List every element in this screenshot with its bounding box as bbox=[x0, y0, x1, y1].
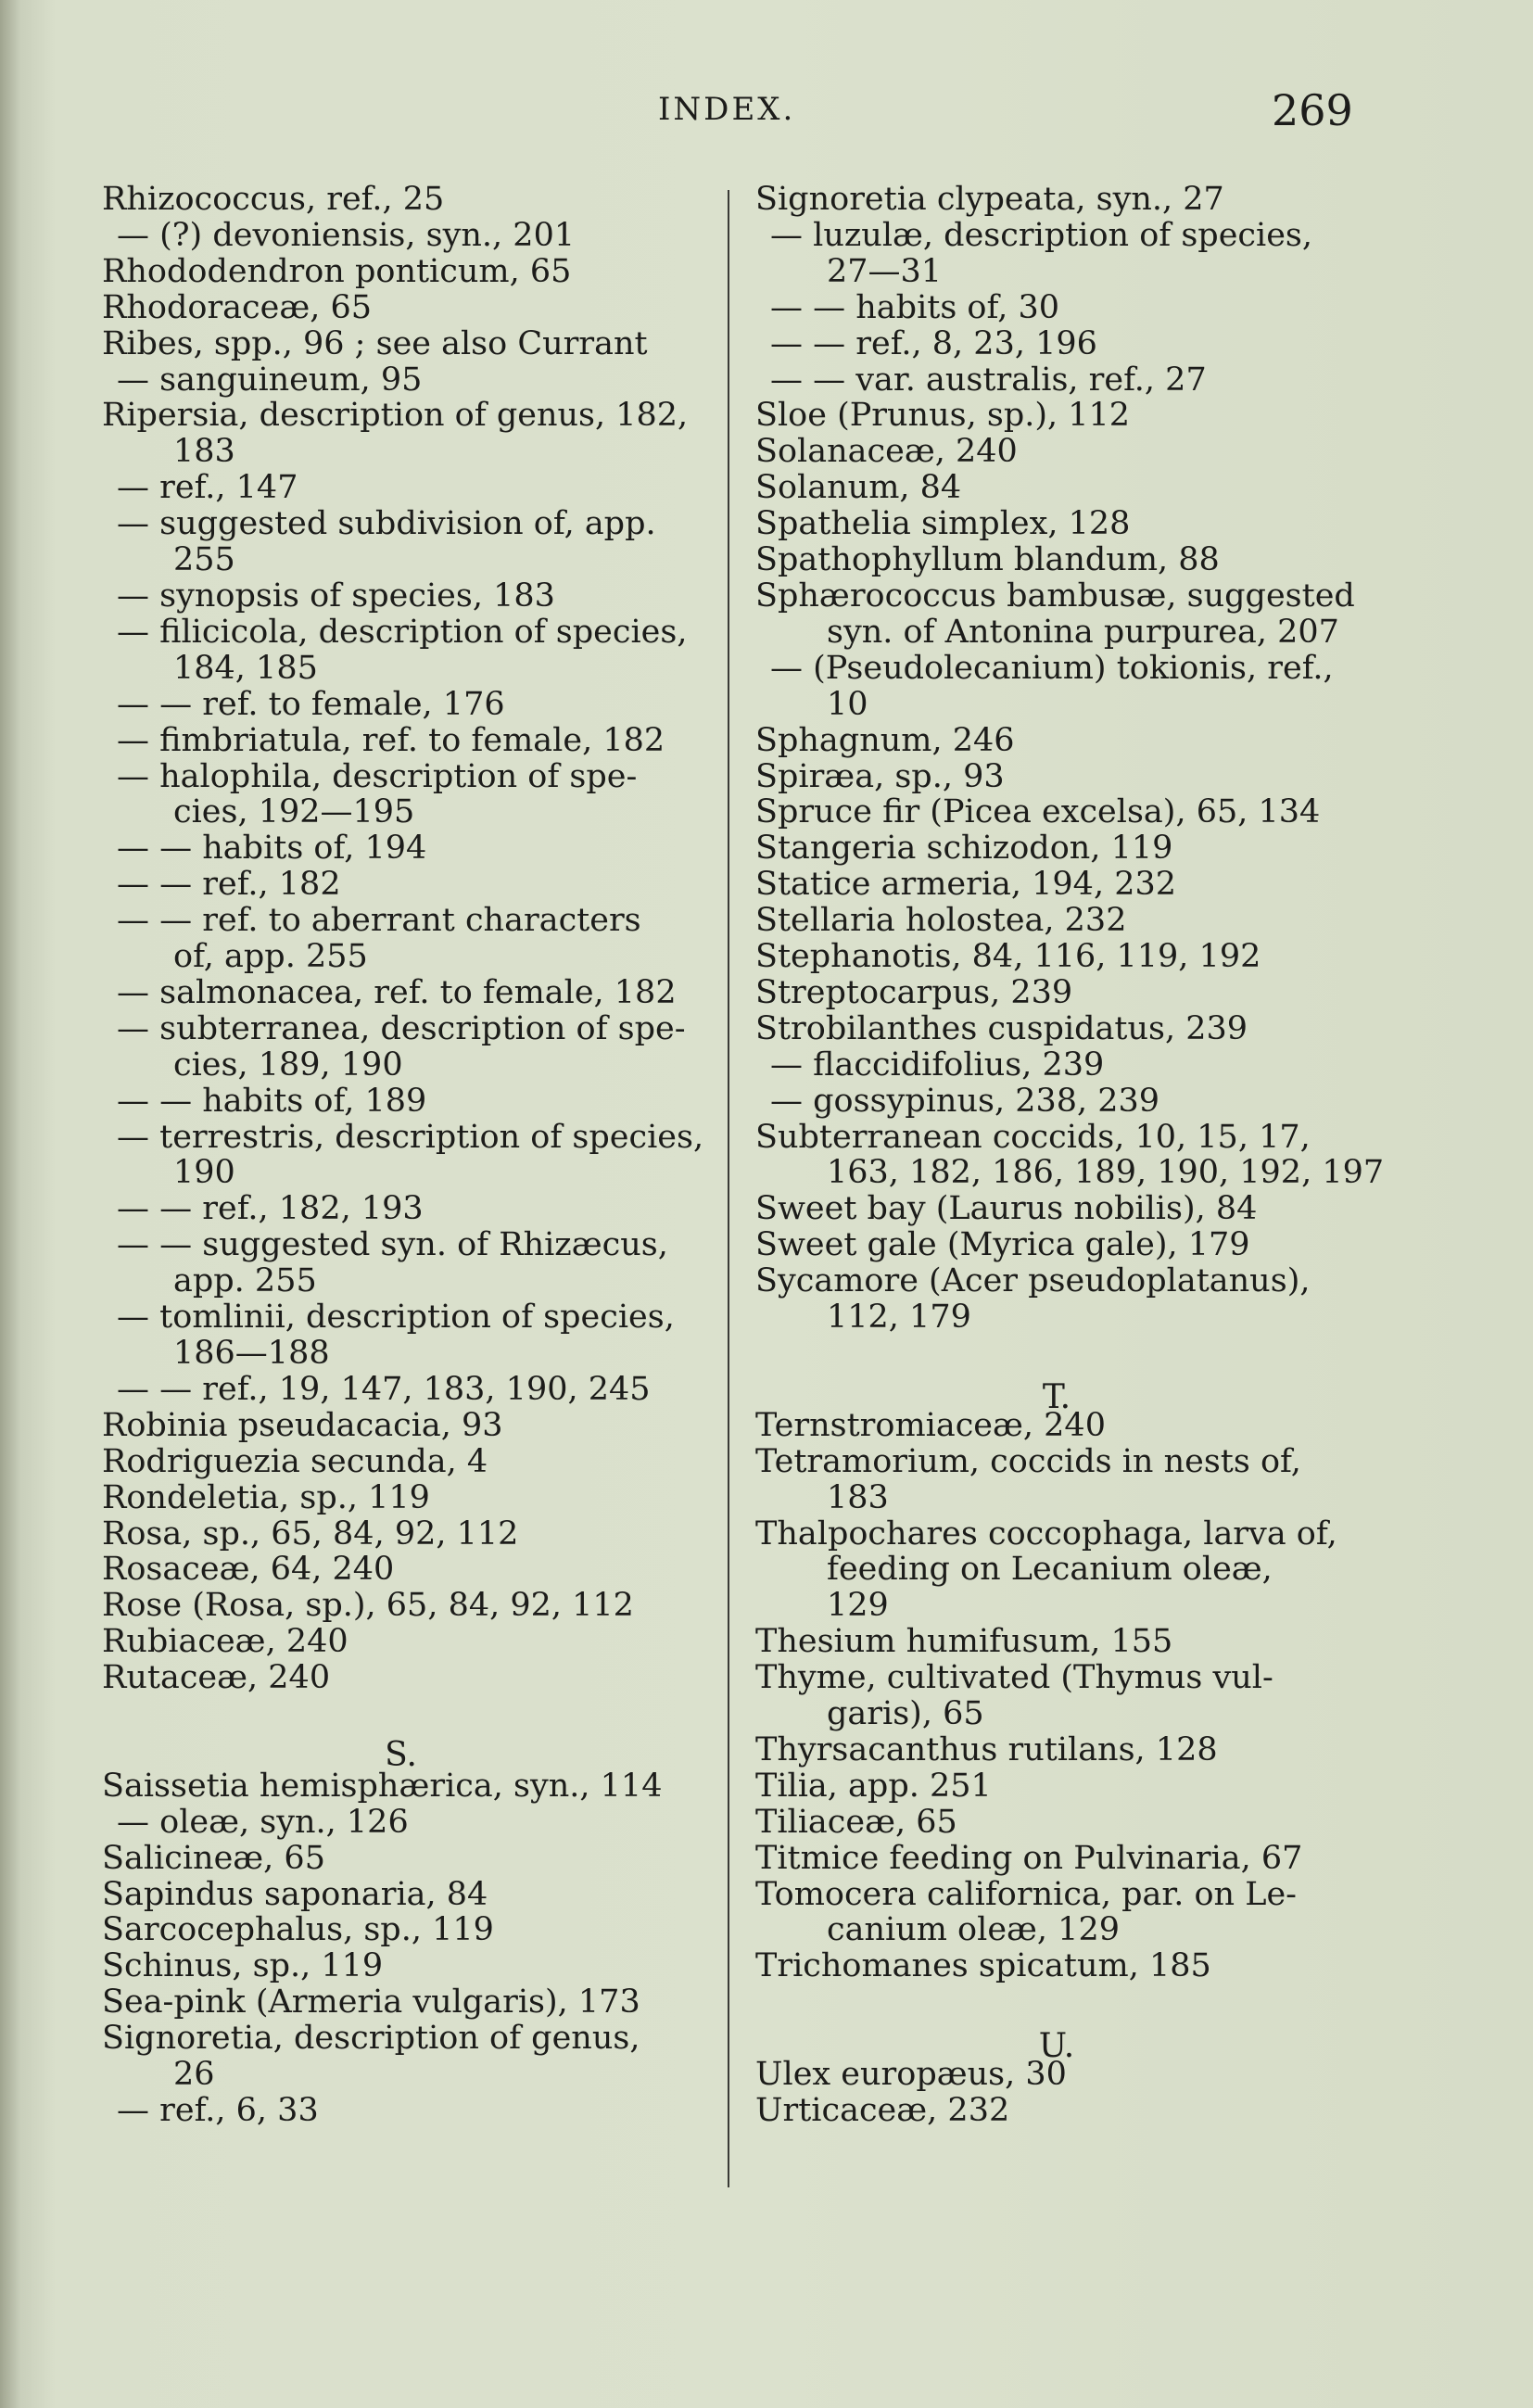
index-subentry: — tomlinii, description of species, bbox=[117, 1299, 675, 1337]
index-entry: Urticaceæ, 232 bbox=[755, 2092, 1010, 2129]
index-subentry: — — ref., 182 bbox=[117, 866, 341, 904]
page-number: 269 bbox=[1272, 85, 1353, 135]
index-entry: Stangeria schizodon, 119 bbox=[755, 830, 1173, 868]
index-entry-continuation: 183 bbox=[827, 1478, 889, 1516]
index-subentry: — — habits of, 194 bbox=[117, 830, 427, 868]
index-subentry: — — var. australis, ref., 27 bbox=[770, 361, 1207, 399]
index-subentry: — ref., 6, 33 bbox=[117, 2092, 319, 2130]
index-subentry: — — ref., 182, 193 bbox=[117, 1190, 424, 1228]
section-letter: U. bbox=[1038, 2027, 1075, 2066]
index-entry: Subterranean coccids, 10, 15, 17, bbox=[755, 1118, 1311, 1156]
index-entry: Rosaceæ, 64, 240 bbox=[102, 1551, 395, 1589]
index-entry: Rhizococcus, ref., 25 bbox=[102, 181, 445, 218]
index-entry: Sweet gale (Myrica gale), 179 bbox=[755, 1226, 1250, 1264]
index-entry-continuation: 129 bbox=[827, 1587, 889, 1625]
index-entry: Saissetia hemisphærica, syn., 114 bbox=[102, 1767, 663, 1805]
index-entry-continuation: 163, 182, 186, 189, 190, 192, 197 bbox=[827, 1154, 1385, 1192]
index-entry-continuation: syn. of Antonina purpurea, 207 bbox=[827, 613, 1339, 651]
index-entry-continuation: 186—188 bbox=[173, 1335, 330, 1372]
index-column-right bbox=[755, 181, 1385, 2129]
index-entry: Rutaceæ, 240 bbox=[102, 1659, 331, 1697]
index-subentry: — — ref. to female, 176 bbox=[117, 685, 505, 723]
index-entry: Tomocera californica, par. on Le- bbox=[755, 1875, 1297, 1913]
index-subentry: — oleæ, syn., 126 bbox=[117, 1803, 409, 1841]
index-subentry: — — suggested syn. of Rhizæcus, bbox=[117, 1226, 668, 1264]
index-entry: Rhododendron ponticum, 65 bbox=[102, 252, 572, 290]
index-subentry: — sanguineum, 95 bbox=[117, 361, 423, 399]
index-subentry: — fimbriatula, ref. to female, 182 bbox=[117, 721, 665, 759]
index-entry-continuation: cies, 189, 190 bbox=[173, 1046, 403, 1084]
index-entry-continuation: app. 255 bbox=[173, 1262, 317, 1300]
section-letter: T. bbox=[1042, 1378, 1071, 1416]
index-entry: Tetramorium, coccids in nests of, bbox=[755, 1442, 1301, 1480]
index-subentry: — suggested subdivision of, app. bbox=[117, 505, 656, 543]
index-entry: Stellaria holostea, 232 bbox=[755, 902, 1127, 940]
index-entry-continuation: 27—31 bbox=[827, 252, 943, 290]
index-subentry: — subterranea, description of spe- bbox=[117, 1009, 686, 1047]
index-subentry: — — ref., 8, 23, 196 bbox=[770, 324, 1097, 362]
index-entry: Salicineæ, 65 bbox=[102, 1839, 325, 1877]
index-subentry: — ref., 147 bbox=[117, 469, 298, 507]
index-entry: Ternstromiaceæ, 240 bbox=[755, 1406, 1106, 1444]
index-entry: Solanum, 84 bbox=[755, 469, 962, 507]
index-entry: Statice armeria, 194, 232 bbox=[755, 866, 1177, 904]
index-subentry: — synopsis of species, 183 bbox=[117, 577, 555, 615]
index-entry: Stephanotis, 84, 116, 119, 192 bbox=[755, 938, 1261, 976]
index-entry-continuation: 112, 179 bbox=[827, 1299, 971, 1337]
index-entry: Signoretia clypeata, syn., 27 bbox=[755, 181, 1224, 218]
index-subentry: — filicicola, description of species, bbox=[117, 613, 688, 651]
index-entry: Rondeletia, sp., 119 bbox=[102, 1478, 430, 1516]
index-entry: Rosa, sp., 65, 84, 92, 112 bbox=[102, 1515, 519, 1553]
index-subentry: — flaccidifolius, 239 bbox=[770, 1046, 1105, 1084]
index-entry: Sweet bay (Laurus nobilis), 84 bbox=[755, 1190, 1258, 1228]
index-entry: Rose (Rosa, sp.), 65, 84, 92, 112 bbox=[102, 1587, 634, 1625]
index-subentry: — — habits of, 189 bbox=[117, 1082, 427, 1120]
column-rule bbox=[728, 190, 729, 2187]
index-entry: Sea-pink (Armeria vulgaris), 173 bbox=[102, 1983, 640, 2021]
index-entry-continuation: 184, 185 bbox=[173, 649, 318, 687]
index-entry: Spathelia simplex, 128 bbox=[755, 505, 1131, 543]
index-entry-continuation: 190 bbox=[173, 1154, 235, 1192]
index-entry: Thyrsacanthus rutilans, 128 bbox=[755, 1730, 1218, 1768]
index-subentry: — luzulæ, description of species, bbox=[770, 216, 1313, 254]
index-subentry: — halophila, description of spe- bbox=[117, 757, 638, 795]
index-subentry: — — ref. to aberrant characters bbox=[117, 902, 641, 940]
index-entry: Signoretia, description of genus, bbox=[102, 2020, 640, 2058]
index-entry-continuation: 26 bbox=[173, 2056, 215, 2094]
index-entry: Sphagnum, 246 bbox=[755, 721, 1015, 759]
index-entry-continuation: cies, 192—195 bbox=[173, 793, 415, 831]
index-entry: Spathophyllum blandum, 88 bbox=[755, 541, 1220, 579]
running-head: INDEX. bbox=[658, 91, 796, 128]
index-entry-continuation: feeding on Lecanium oleæ, bbox=[827, 1551, 1273, 1589]
index-subentry: — salmonacea, ref. to female, 182 bbox=[117, 973, 677, 1011]
index-entry: Sycamore (Acer pseudoplatanus), bbox=[755, 1262, 1311, 1300]
index-subentry: — (Pseudolecanium) tokionis, ref., bbox=[770, 649, 1334, 687]
index-entry: Schinus, sp., 119 bbox=[102, 1947, 384, 1985]
index-subentry: — — ref., 19, 147, 183, 190, 245 bbox=[117, 1370, 651, 1408]
index-entry: Ripersia, description of genus, 182, bbox=[102, 397, 689, 435]
index-entry-continuation: canium oleæ, 129 bbox=[827, 1911, 1120, 1949]
index-entry-continuation: garis), 65 bbox=[827, 1695, 984, 1733]
index-entry: Sarcocephalus, sp., 119 bbox=[102, 1911, 494, 1949]
index-entry: Spiræa, sp., 93 bbox=[755, 757, 1005, 795]
index-column-left bbox=[102, 181, 704, 2130]
index-entry: Tiliaceæ, 65 bbox=[755, 1803, 957, 1841]
index-entry: Spruce fir (Picea excelsa), 65, 134 bbox=[755, 793, 1321, 831]
index-entry: Rodriguezia secunda, 4 bbox=[102, 1442, 488, 1480]
index-entry: Thesium humifusum, 155 bbox=[755, 1623, 1173, 1661]
index-entry: Thalpochares coccophaga, larva of, bbox=[755, 1515, 1337, 1553]
index-entry: Thyme, cultivated (Thymus vul- bbox=[755, 1659, 1273, 1697]
index-entry: Trichomanes spicatum, 185 bbox=[755, 1947, 1211, 1985]
index-subentry: — (?) devoniensis, syn., 201 bbox=[117, 216, 576, 254]
index-entry: Sphærococcus bambusæ, suggested bbox=[755, 577, 1355, 615]
index-entry-continuation: of, app. 255 bbox=[173, 938, 368, 976]
index-subentry: — gossypinus, 238, 239 bbox=[770, 1082, 1160, 1120]
index-entry: Strobilanthes cuspidatus, 239 bbox=[755, 1009, 1248, 1047]
index-entry: Tilia, app. 251 bbox=[755, 1767, 992, 1805]
index-entry: Sloe (Prunus, sp.), 112 bbox=[755, 397, 1131, 435]
index-entry-continuation: 10 bbox=[827, 685, 868, 723]
index-entry: Robinia pseudacacia, 93 bbox=[102, 1406, 503, 1444]
index-entry: Sapindus saponaria, 84 bbox=[102, 1875, 488, 1913]
index-entry: Solanaceæ, 240 bbox=[755, 433, 1018, 471]
index-entry: Streptocarpus, 239 bbox=[755, 973, 1073, 1011]
index-entry: Rubiaceæ, 240 bbox=[102, 1623, 348, 1661]
index-entry: Ulex europæus, 30 bbox=[755, 2056, 1067, 2094]
index-entry: Rhodoraceæ, 65 bbox=[102, 288, 373, 326]
index-subentry: — terrestris, description of species, bbox=[117, 1118, 704, 1156]
index-entry: Titmice feeding on Pulvinaria, 67 bbox=[755, 1839, 1303, 1877]
index-entry-continuation: 183 bbox=[173, 433, 235, 471]
index-entry-continuation: 255 bbox=[173, 541, 235, 579]
index-entry: Ribes, spp., 96 ; see also Currant bbox=[102, 324, 648, 362]
section-letter: S. bbox=[385, 1736, 417, 1775]
index-subentry: — — habits of, 30 bbox=[770, 288, 1059, 326]
